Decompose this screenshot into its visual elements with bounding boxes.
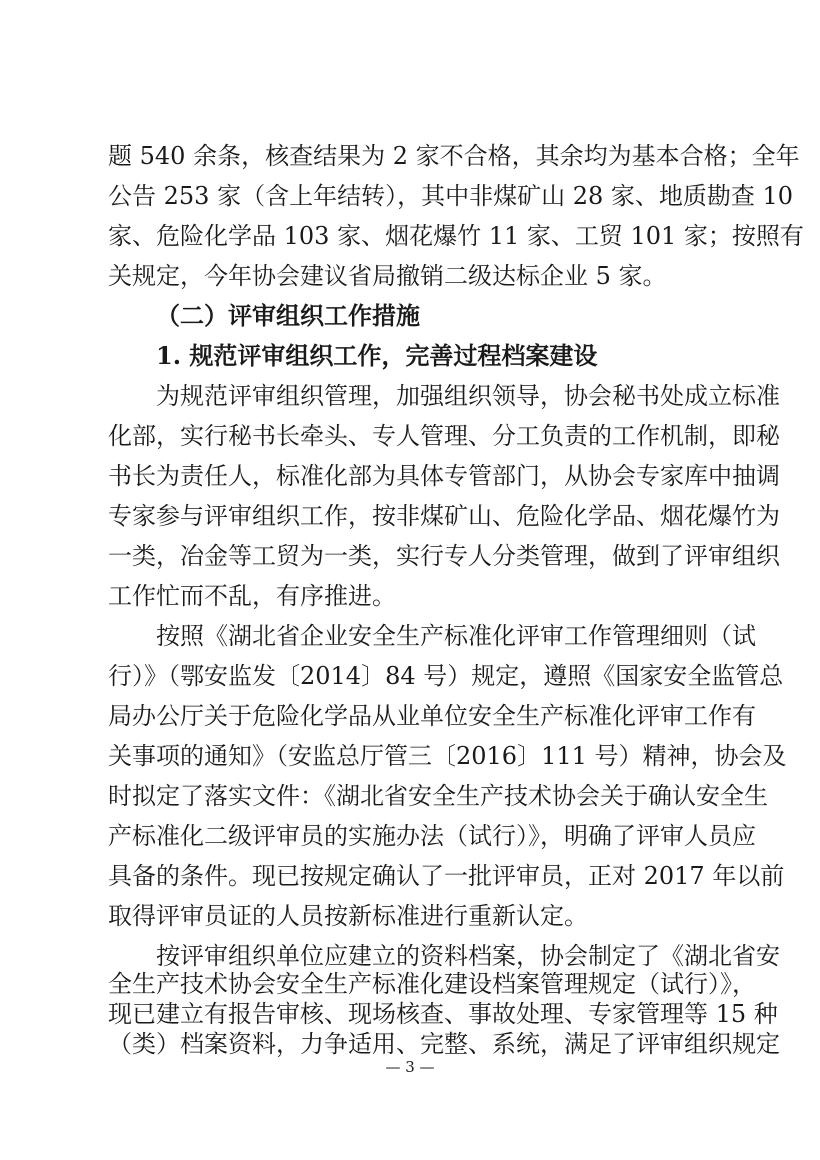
paragraph-line: 书长为责任人，标准化部为具体专管部门，从协会专家库中抽调 — [108, 462, 780, 490]
paragraph-line: 专家参与评审组织工作，按非煤矿山、危险化学品、烟花爆竹为 — [108, 502, 780, 530]
page-number: — 3 — — [385, 1058, 435, 1076]
paragraph-line: 按评审组织单位应建立的资料档案，协会制定了《湖北省安 — [156, 942, 780, 970]
paragraph-line: 为规范评审组织管理，加强组织领导，协会秘书处成立标准 — [156, 382, 780, 410]
paragraph-line: 关事项的通知》（安监总厅管三〔2016〕111 号）精神，协会及 — [108, 742, 787, 770]
paragraph-line: 现已建立有报告审核、现场核查、事故处理、专家管理等 15 种 — [108, 1000, 778, 1028]
paragraph-line: 家、危险化学品 103 家、烟花爆竹 11 家、工贸 101 家；按照有 — [108, 222, 804, 250]
paragraph-line: 题 540 余条，核查结果为 2 家不合格，其余均为基本合格；全年 — [108, 142, 800, 170]
paragraph-line: 工作忙而不乱，有序推进。 — [108, 582, 396, 610]
paragraph-line: 按照《湖北省企业安全生产标准化评审工作管理细则（试 — [156, 622, 756, 650]
paragraph-line: 局办公厅关于危险化学品从业单位安全生产标准化评审工作有 — [108, 702, 756, 730]
paragraph-line: 产标准化二级评审员的实施办法（试行）》，明确了评审人员应 — [108, 822, 756, 850]
subsection-heading: 1. 规范评审组织工作，完善过程档案建设 — [156, 341, 598, 370]
paragraph-line: 一类，冶金等工贸为一类，实行专人分类管理，做到了评审组织 — [108, 542, 780, 570]
paragraph-line: 关规定，今年协会建议省局撤销二级达标企业 5 家。 — [108, 262, 667, 290]
paragraph-line: 行）》（鄂安监发〔2014〕84 号）规定，遵照《国家安全监管总 — [108, 662, 784, 690]
paragraph-line: 时拟定了落实文件：《湖北省安全生产技术协会关于确认安全生 — [108, 782, 768, 810]
paragraph-line: （类）档案资料，力争适用、完整、系统，满足了评审组织规定 — [108, 1030, 780, 1058]
paragraph-line: 具备的条件。现已按规定确认了一批评审员，正对 2017 年以前 — [108, 862, 785, 890]
paragraph-line: 全生产技术协会安全生产标准化建设档案管理规定（试行）》， — [108, 970, 756, 998]
section-heading: （二）评审组织工作措施 — [156, 301, 420, 330]
paragraph-line: 公告 253 家（含上年结转），其中非煤矿山 28 家、地质勘查 10 — [108, 182, 794, 210]
paragraph-line: 化部，实行秘书长牵头、专人管理、分工负责的工作机制，即秘 — [108, 422, 780, 450]
paragraph-line: 取得评审员证的人员按新标准进行重新认定。 — [108, 902, 588, 930]
